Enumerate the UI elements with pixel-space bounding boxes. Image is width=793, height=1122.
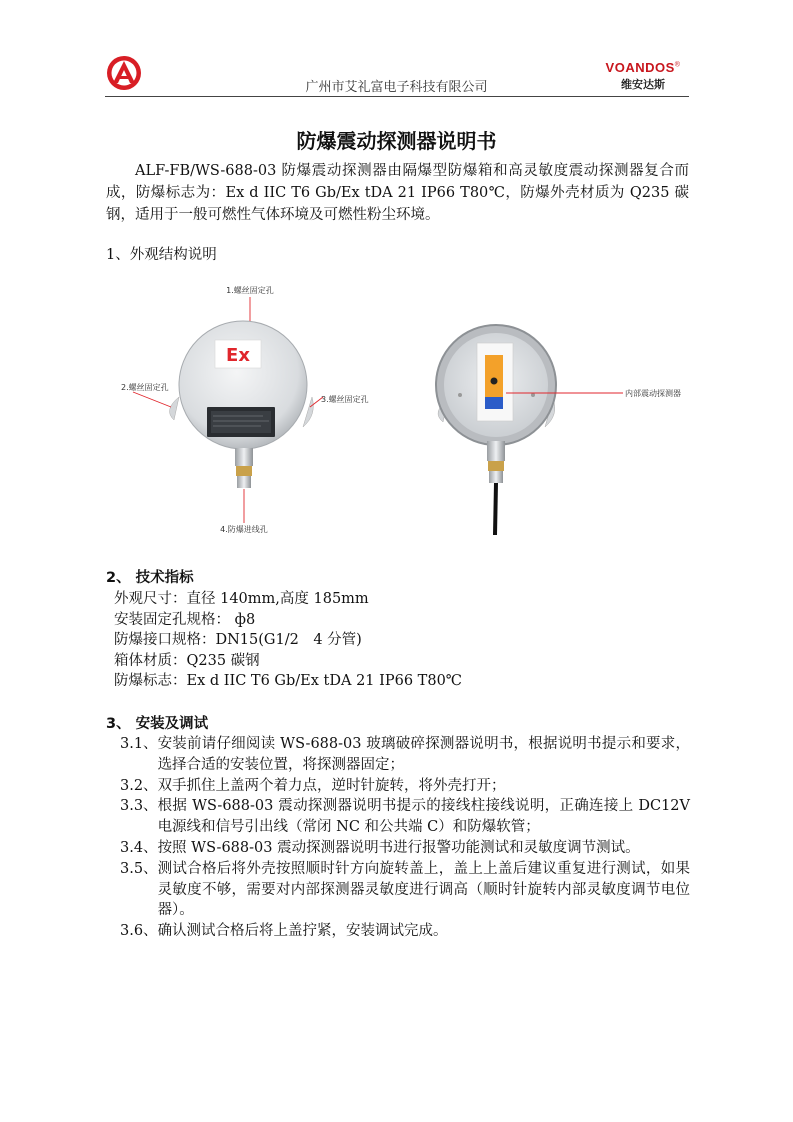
header-divider [105, 96, 689, 97]
enclosure-open [436, 325, 556, 535]
brand-name-en: VOANDOS [605, 60, 675, 75]
section-2-heading: 2、 技术指标 [106, 570, 194, 586]
step-item: 3.4、 按照 WS-688-03 震动探测器说明书进行报警功能测试和灵敏度调节测试。 [120, 839, 640, 856]
callout-screw-hole-1: 1.螺丝固定孔 [226, 286, 274, 295]
step-item: 3.3、 根据 WS-688-03 震动探测器说明书提示的接线柱接线说明，正确连接上 DC12V 电源线和信号引出线（常闭 NC 和公共端 C）和防爆软管； [120, 798, 690, 836]
callout-screw-hole-3: 3.螺丝固定孔 [321, 395, 369, 404]
section-3-heading: 3、 安装及调试 [106, 716, 209, 732]
callout-cable-entry: 4.防爆进线孔 [220, 525, 268, 534]
registered-mark: ® [674, 61, 681, 69]
step-item: 3.5、 测试合格后将外壳按照顺时针方向旋转盖上，盖上上盖后建议重复进行测试，如果灵敏度不够，需要对内部探测器灵敏度进行调高（顺时针旋转内部灵敏度调节电位器）。 [120, 860, 690, 919]
brand-logo [598, 60, 688, 92]
section-1-heading: 1、外观结构说明 [106, 247, 217, 263]
spec-material: 箱体材质：Q235 碳钢 [114, 652, 260, 669]
spec-dimensions: 外观尺寸：直径 140mm,高度 185mm [114, 591, 369, 607]
intro-paragraph: ALF-FB/WS-688-03 防爆震动探测器由隔爆型防爆箱和高灵敏度震动探测器复合而成，防爆标志为：Ex d IIC T6 Gb/Ex tDA 21 IP66 T80℃，防爆外壳材质为 Q235 碳钢，适用于一般可燃性气体环境及可燃性粉尘环境。 [106, 163, 689, 223]
spec-interface: 防爆接口规格：DN15(G1/2 4 分管) [114, 632, 362, 648]
spec-ex-marking: 防爆标志：Ex d IIC T6 Gb/Ex tDA 21 IP66 T80℃ [114, 673, 463, 689]
product-figure [113, 285, 703, 540]
enclosure-closed [170, 321, 314, 488]
callout-inner-detector: 内部震动探测器 [625, 389, 681, 398]
document-title: 防爆震动探测器说明书 [296, 129, 497, 153]
spec-mount-hole: 安装固定孔规格： ф8 [114, 611, 256, 628]
brand-name-cn: 维安达斯 [621, 78, 665, 91]
install-steps [120, 734, 690, 942]
ex-mark: Ex [226, 345, 250, 366]
step-item: 3.1、 安装前请仔细阅读 WS-688-03 玻璃破碎探测器说明书，根据说明书提示和要求，选择合适的安装位置，将探测器固定； [120, 736, 690, 773]
callout-screw-hole-2: 2.螺丝固定孔 [121, 383, 169, 392]
company-name: 广州市艾礼富电子科技有限公司 [305, 80, 488, 95]
step-item: 3.2、 双手抓住上盖两个着力点，逆时针旋转，将外壳打开； [120, 777, 506, 794]
step-item: 3.6、 确认测试合格后将上盖拧紧，安装调试完成。 [120, 923, 448, 940]
spec-list [114, 589, 462, 692]
